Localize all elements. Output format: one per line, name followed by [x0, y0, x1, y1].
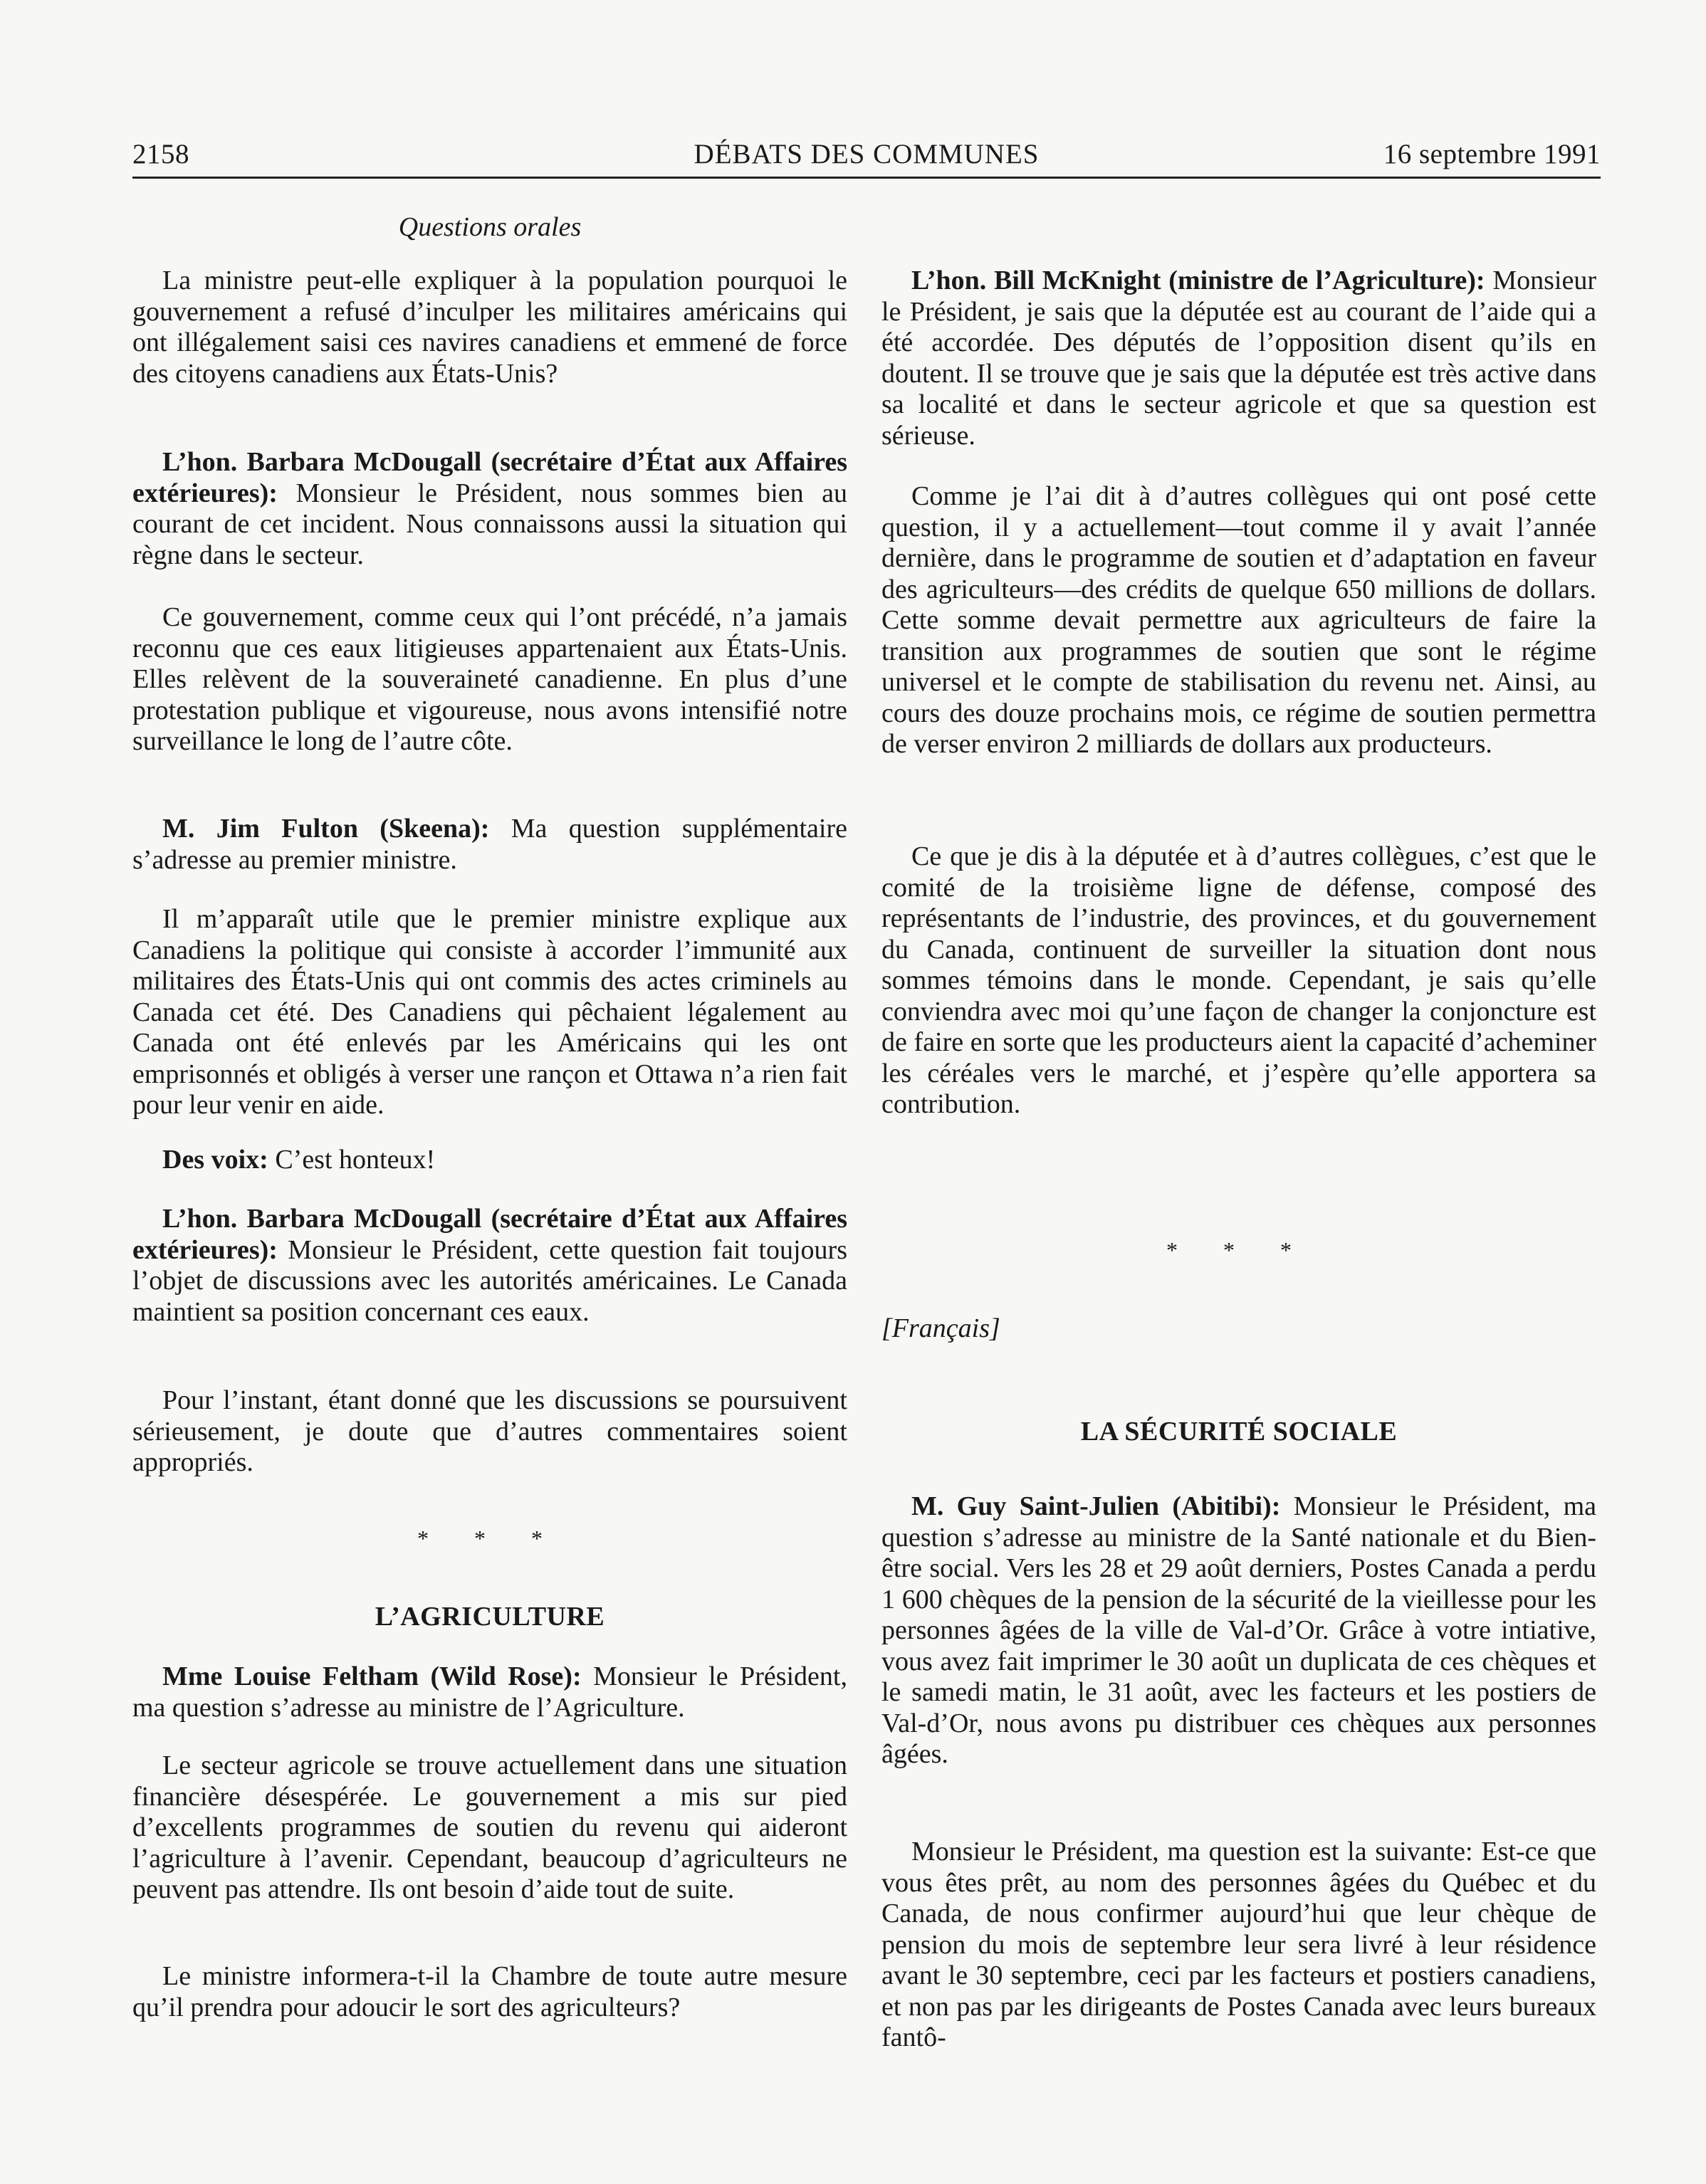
speech-text: Monsieur le Président, ma question s’adresse au ministre de la Santé nationale et du Bien-être social. Vers les 28 et 29 août derniers, Postes Canada a perdu 1 600 chèques de la pension de la sécurité de la vieillesse pour les personnes âgées de la ville de Val-d’Or. Grâce à votre intiative, vous avez fait imprimer le 30 août un duplicata de ces chèques et le samedi matin, le 31 août, avec les facteurs et les postiers de Val-d’Or, nous avons pu distribuer ces chèques aux personnes âgées. [881, 1491, 1596, 1769]
paragraph: Le secteur agricole se trouve actuellement dans une situation financière désespérée. Le gouvernement a mis sur pied d’excellents programmes de soutien du revenu qui aideront l’agriculture à l’avenir. Cependant, beaucoup d’agriculteurs ne peuvent pas attendre. Ils ont besoin d’aide tout de suite. [132, 1750, 847, 1904]
paragraph: Comme je l’ai dit à d’autres collègues qui ont posé cette question, il y a actuellement—tout comme il y avait l’année dernière, dans le programme de soutien et d’adaptation en faveur des agriculteurs—des crédits de quelque 650 millions de dollars. Cette somme devait permettre aux agriculteurs de faire la transition aux programmes de soutien que sont le régime universel et le compte de stabilisation du revenu net. Ainsi, au cours des douze prochains mois, ce régime de soutien permettra de verser environ 2 milliards de dollars aux producteurs. [881, 481, 1596, 759]
speaker-name: L’hon. Barbara McDougall (secrétaire d’État aux Affaires extérieures): [132, 447, 847, 508]
speech-mcdougall-1 [132, 447, 847, 571]
speech-text: Monsieur le Président, nous sommes bien au courant de cet incident. Nous connaissons aussi la situation qui règne dans le secteur. [132, 478, 847, 570]
speech-text: Monsieur le Président, ma question s’adresse au ministre de l’Agriculture. [132, 1661, 847, 1723]
speech-text: Ma question supplémentaire s’adresse au premier ministre. [132, 814, 847, 875]
speech-fulton [132, 814, 847, 876]
speech-mcknight [881, 266, 1596, 451]
page-header [132, 134, 1601, 177]
paragraph: Monsieur le Président, ma question est la suivante: Est-ce que vous êtes prêt, au nom des personnes âgées du Québec et du Canada, de nous confirmer aujourd’hui que leur chèque de pension du mois de septembre leur sera livré à leur résidence avant le 30 septembre, ceci par les facteurs et postiers canadiens, et non pas par les dirigeants de Postes Canada avec leurs bureaux fantô- [881, 1837, 1596, 2052]
paragraph: Il m’apparaît utile que le premier ministre explique aux Canadiens la politique qui consiste à accorder l’immunité aux militaires des États-Unis qui ont commis des actes criminels au Canada cet été. Des Canadiens qui pêchaient légalement au Canada ont été enlevés par les Américains qui les ont emprisonnés et obligés à verser une rançon et Ottawa n’a rien fait pour leur venir en aide. [132, 904, 847, 1120]
header-rule [132, 177, 1601, 179]
speaker-name: L’hon. Barbara McDougall (secrétaire d’État aux Affaires extérieures): [132, 1204, 847, 1265]
paragraph: Le ministre informera-t-il la Chambre de toute autre mesure qu’il prendra pour adoucir le sort des agriculteurs? [132, 1961, 847, 2022]
speaker-name: Des voix: [162, 1145, 268, 1175]
paragraph: La ministre peut-elle expliquer à la population pourquoi le gouvernement a refusé d’inculper les militaires américains qui ont illégalement saisi ces navires canadiens et emmené de force des citoyens canadiens aux États-Unis? [132, 266, 847, 389]
page-number: 2158 [132, 139, 189, 169]
section-separator: * * * [1166, 1237, 1312, 1263]
paragraph: Pour l’instant, étant donné que les discussions se poursuivent sérieusement, je doute que d’autres commentaires soient appropriés. [132, 1385, 847, 1477]
speech-saint-julien [881, 1491, 1596, 1770]
speaker-name: L’hon. Bill McKnight (ministre de l’Agriculture): [911, 266, 1485, 295]
language-marker: [Français] [881, 1313, 1000, 1343]
paragraph: Ce gouvernement, comme ceux qui l’ont précédé, n’a jamais reconnu que ces eaux litigieuses appartenaient aux États-Unis. Elles relèvent de la souveraineté canadienne. En plus d’une protestation publique et vigoureuse, nous avons intensifié notre surveillance le long de l’autre côte. [132, 602, 847, 756]
speaker-name: M. Jim Fulton (Skeena): [162, 814, 490, 844]
speech-text: C’est honteux! [268, 1145, 436, 1175]
paragraph: Ce que je dis à la députée et à d’autres collègues, c’est que le comité de la troisième ligne de défense, composé des représentants de l’industrie, des provinces, et du gouvernement du Canada, continuent de surveiller la situation dont nous sommes témoins dans le monde. Cependant, je sais qu’elle conviendra avec moi qu’une façon de changer la conjoncture est de faire en sorte que les producteurs aient la capacité d’acheminer les céréales vers le marché, et j’espère qu’elle apportera sa contribution. [881, 841, 1596, 1119]
section-label: Questions orales [398, 212, 582, 242]
section-heading: L’AGRICULTURE [375, 1602, 605, 1632]
issue-date: 16 septembre 1991 [1383, 139, 1601, 169]
speech-text: Monsieur le Président, je sais que la députée est au courant de l’aide qui a été accordée. Des députés de l’opposition disent qu’ils en doutent. Il se trouve que je sais que la députée est très active dans sa localité et dans le secteur agricole et que sa question est sérieuse. [881, 266, 1596, 451]
speech-text: Monsieur le Président, cette question fait toujours l’objet de discussions avec les autorités américaines. Le Canada maintient sa position concernant ces eaux. [132, 1234, 847, 1327]
speech-feltham [132, 1661, 847, 1723]
speech-mcdougall-2 [132, 1204, 847, 1328]
journal-title: DÉBATS DES COMMUNES [694, 139, 1040, 169]
speech-voices [132, 1145, 847, 1176]
speaker-name: M. Guy Saint-Julien (Abitibi): [911, 1491, 1281, 1521]
speaker-name: Mme Louise Feltham (Wild Rose): [162, 1661, 582, 1691]
section-separator: * * * [417, 1526, 562, 1551]
section-heading: LA SÉCURITÉ SOCIALE [1080, 1417, 1398, 1447]
